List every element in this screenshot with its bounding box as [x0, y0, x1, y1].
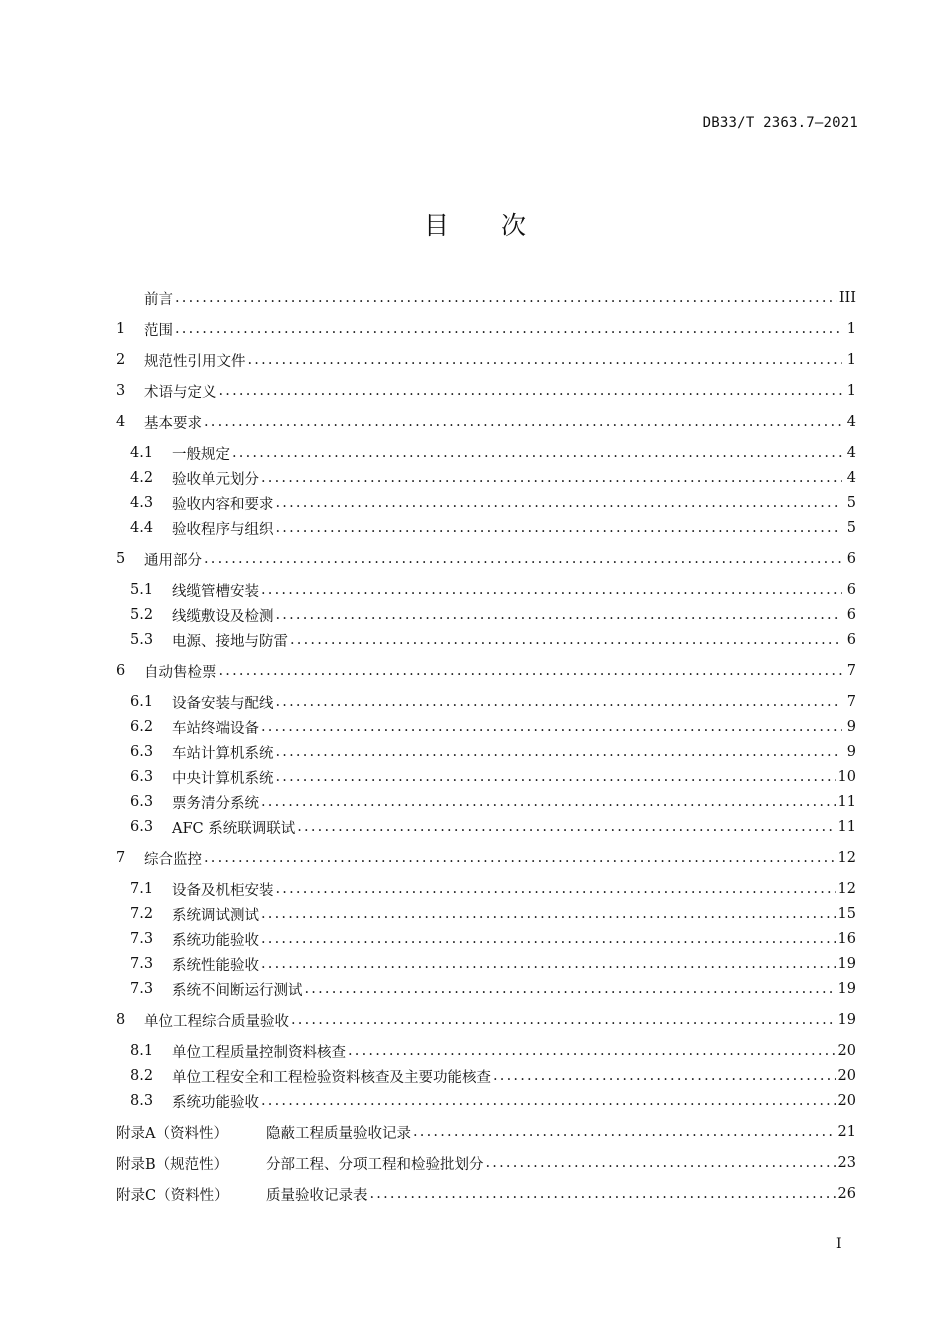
toc-entry-label: 术语与定义 — [144, 384, 217, 401]
toc-leader-dots — [276, 604, 843, 626]
toc-entry-label: 自动售检票 — [144, 664, 217, 681]
toc-entry-label: 单位工程综合质量验收 — [144, 1013, 289, 1030]
toc-entry[interactable] — [116, 318, 856, 340]
toc-entry-number: 8.2 — [130, 1068, 154, 1084]
toc-entry[interactable] — [116, 629, 856, 651]
toc-entry-label: 线缆管槽安装 — [172, 583, 259, 600]
toc-entry-label: 电源、接地与防雷 — [172, 633, 288, 650]
toc-entry-label: 基本要求 — [144, 415, 202, 432]
toc-entry-number: 7.1 — [130, 881, 154, 897]
toc-leader-dots — [486, 1152, 836, 1174]
toc-entry[interactable] — [116, 411, 856, 433]
toc-entry-number: 7.3 — [130, 981, 154, 997]
toc-entry-label: 综合监控 — [144, 851, 202, 868]
toc-entry-number: 3 — [116, 383, 126, 399]
toc-leader-dots — [370, 1183, 836, 1205]
toc-leader-dots — [175, 287, 837, 309]
toc-leader-dots — [276, 517, 843, 539]
toc-entry-page: 16 — [837, 931, 856, 947]
toc-entry-label: 分部工程、分项工程和检验批划分 — [266, 1156, 484, 1173]
toc-entry-number: 6.2 — [130, 719, 154, 735]
toc-entry-label: 一般规定 — [172, 446, 230, 463]
toc-entry-label: 单位工程安全和工程检验资料核查及主要功能核查 — [172, 1069, 491, 1086]
toc-entry-page: 21 — [837, 1124, 856, 1140]
toc-entry-page: 4 — [846, 414, 856, 430]
toc-entry-label: 设备安装与配线 — [172, 695, 274, 712]
toc-entry[interactable] — [116, 791, 856, 813]
toc-leader-dots — [219, 380, 843, 402]
toc-leader-dots — [261, 928, 836, 950]
toc-entry[interactable] — [116, 903, 856, 925]
toc-entry-page: 4 — [846, 445, 856, 461]
toc-entry-label: 前言 — [144, 291, 173, 308]
toc-leader-dots — [204, 847, 836, 869]
toc-entry-page: 20 — [837, 1093, 856, 1109]
toc-entry[interactable] — [116, 492, 856, 514]
toc-leader-dots — [204, 548, 842, 570]
toc-entry-page: 6 — [846, 632, 856, 648]
toc-entry-label: 线缆敷设及检测 — [172, 608, 274, 625]
toc-entry-page: 1 — [846, 321, 856, 337]
toc-entry-page: 26 — [837, 1186, 856, 1202]
toc-entry[interactable] — [116, 1065, 856, 1087]
toc-leader-dots — [493, 1065, 836, 1087]
toc-entry-page: 9 — [846, 719, 856, 735]
toc-leader-dots — [248, 349, 843, 371]
toc-entry-label: 系统功能验收 — [172, 1094, 259, 1111]
toc-entry-label: 票务清分系统 — [172, 795, 259, 812]
toc-entry-page: 6 — [846, 607, 856, 623]
toc-entry-number: 6 — [116, 663, 126, 679]
toc-entry-number: 7.3 — [130, 956, 154, 972]
toc-entry-label: 车站终端设备 — [172, 720, 259, 737]
page-title: 目 次 — [424, 211, 548, 240]
toc-entry[interactable] — [116, 467, 856, 489]
toc-entry-page: 23 — [837, 1155, 856, 1171]
toc-entry-number: 7.2 — [130, 906, 154, 922]
toc-leader-dots — [261, 791, 836, 813]
toc-entry[interactable] — [116, 604, 856, 626]
toc-entry-number: 6.3 — [130, 819, 154, 835]
toc-leader-dots — [261, 953, 836, 975]
toc-entry-number: 附录B（规范性） — [116, 1156, 229, 1173]
toc-entry-label: 单位工程质量控制资料核查 — [172, 1044, 346, 1061]
toc-leader-dots — [261, 903, 836, 925]
toc-entry-label: 车站计算机系统 — [172, 745, 274, 762]
toc-leader-dots — [413, 1121, 836, 1143]
toc-entry-page: 12 — [837, 881, 856, 897]
toc-entry-page: 4 — [846, 470, 856, 486]
toc-entry-number: 附录A（资料性） — [116, 1125, 228, 1142]
toc-entry[interactable] — [116, 517, 856, 539]
toc-entry-label: 质量验收记录表 — [266, 1187, 368, 1204]
toc-leader-dots — [261, 1090, 836, 1112]
toc-leader-dots — [219, 660, 843, 682]
toc-entry-page: 1 — [846, 352, 856, 368]
toc-entry-label: 规范性引用文件 — [144, 353, 246, 370]
toc-entry[interactable] — [116, 380, 856, 402]
toc-entry-page: 20 — [837, 1068, 856, 1084]
toc-entry-number: 7.3 — [130, 931, 154, 947]
toc-leader-dots — [276, 741, 843, 763]
toc-leader-dots — [305, 978, 836, 1000]
toc-leader-dots — [204, 411, 842, 433]
toc-entry-number: 4.2 — [130, 470, 154, 486]
toc-leader-dots — [276, 492, 843, 514]
toc-entry-label: 系统性能验收 — [172, 957, 259, 974]
toc-entry-number: 4 — [116, 414, 126, 430]
toc-entry-page: 11 — [837, 819, 856, 835]
toc-entry-page: 19 — [837, 981, 856, 997]
toc-entry-label: 隐蔽工程质量验收记录 — [266, 1125, 411, 1142]
toc-entry[interactable] — [116, 878, 856, 900]
toc-entry-number: 4.4 — [130, 520, 154, 536]
toc-entry[interactable] — [116, 1040, 856, 1062]
toc-entry-label: 范围 — [144, 322, 173, 339]
toc-leader-dots — [276, 691, 843, 713]
toc-entry[interactable] — [116, 741, 856, 763]
toc-entry[interactable] — [116, 953, 856, 975]
toc-entry-label: 设备及机柜安装 — [172, 882, 274, 899]
toc-entry-number: 6.1 — [130, 694, 154, 710]
toc-entry-page: 9 — [846, 744, 856, 760]
toc-leader-dots — [290, 629, 842, 651]
toc-entry-number: 5.1 — [130, 582, 154, 598]
toc-entry[interactable] — [116, 1183, 856, 1205]
toc-entry-number: 1 — [116, 321, 126, 337]
toc-entry-page: 19 — [837, 956, 856, 972]
toc-leader-dots — [232, 442, 842, 464]
toc-leader-dots — [276, 878, 836, 900]
toc-entry-number: 附录C（资料性） — [116, 1187, 229, 1204]
toc-entry[interactable] — [116, 816, 856, 838]
toc-entry-number: 8 — [116, 1012, 126, 1028]
toc-entry[interactable] — [116, 847, 856, 869]
toc-leader-dots — [261, 579, 842, 601]
page-number: I — [836, 1236, 842, 1252]
standard-code: DB33/T 2363.7—2021 — [702, 115, 858, 131]
toc-entry[interactable] — [116, 1152, 856, 1174]
toc-entry-number: 5 — [116, 551, 126, 567]
toc-entry-page: III — [838, 290, 856, 306]
toc-entry-number: 4.1 — [130, 445, 154, 461]
toc-entry[interactable] — [116, 579, 856, 601]
toc-entry-number: 8.3 — [130, 1093, 154, 1109]
toc-entry-number: 2 — [116, 352, 126, 368]
toc-entry-label: 系统功能验收 — [172, 932, 259, 949]
toc-leader-dots — [175, 318, 842, 340]
toc-entry-page: 15 — [837, 906, 856, 922]
toc-entry-page: 6 — [846, 582, 856, 598]
toc-leader-dots — [276, 766, 836, 788]
toc-entry-page: 20 — [837, 1043, 856, 1059]
toc-entry[interactable] — [116, 691, 856, 713]
toc-leader-dots — [348, 1040, 836, 1062]
toc-entry-label: 通用部分 — [144, 552, 202, 569]
toc-entry-page: 10 — [837, 769, 856, 785]
toc-entry-number: 5.2 — [130, 607, 154, 623]
toc-entry-label: AFC 系统联调联试 — [172, 820, 296, 837]
toc-entry[interactable] — [116, 287, 856, 309]
toc-entry-page: 1 — [846, 383, 856, 399]
toc-entry-label: 验收单元划分 — [172, 471, 259, 488]
toc-entry[interactable] — [116, 1009, 856, 1031]
toc-entry-number: 7 — [116, 850, 126, 866]
toc-leader-dots — [261, 467, 842, 489]
toc-entry[interactable] — [116, 548, 856, 570]
toc-entry-page: 11 — [837, 794, 856, 810]
toc-entry[interactable] — [116, 1090, 856, 1112]
toc-entry-label: 中央计算机系统 — [172, 770, 274, 787]
toc-entry-page: 19 — [837, 1012, 856, 1028]
toc-entry-number: 8.1 — [130, 1043, 154, 1059]
toc-entry[interactable] — [116, 928, 856, 950]
toc-entry-page: 6 — [846, 551, 856, 567]
toc-entry-page: 12 — [837, 850, 856, 866]
toc-entry-number: 6.3 — [130, 744, 154, 760]
toc-entry[interactable] — [116, 442, 856, 464]
toc-entry-page: 5 — [846, 520, 856, 536]
toc-entry-number: 4.3 — [130, 495, 154, 511]
toc-entry-label: 验收程序与组织 — [172, 521, 274, 538]
toc-leader-dots — [291, 1009, 836, 1031]
toc-entry-label: 系统调试测试 — [172, 907, 259, 924]
toc-entry-number: 6.3 — [130, 794, 154, 810]
toc-entry[interactable] — [116, 978, 856, 1000]
toc-entry-page: 7 — [846, 663, 856, 679]
toc-entry-number: 6.3 — [130, 769, 154, 785]
toc-entry[interactable] — [116, 716, 856, 738]
toc-entry-label: 系统不间断运行测试 — [172, 982, 303, 999]
toc-leader-dots — [297, 816, 835, 838]
toc-entry[interactable] — [116, 660, 856, 682]
toc-entry-number: 5.3 — [130, 632, 154, 648]
toc-entry[interactable] — [116, 349, 856, 371]
toc-leader-dots — [261, 716, 842, 738]
toc-entry-page: 7 — [846, 694, 856, 710]
toc-entry[interactable] — [116, 766, 856, 788]
toc-entry-label: 验收内容和要求 — [172, 496, 274, 513]
toc-entry-page: 5 — [846, 495, 856, 511]
toc-entry[interactable] — [116, 1121, 856, 1143]
